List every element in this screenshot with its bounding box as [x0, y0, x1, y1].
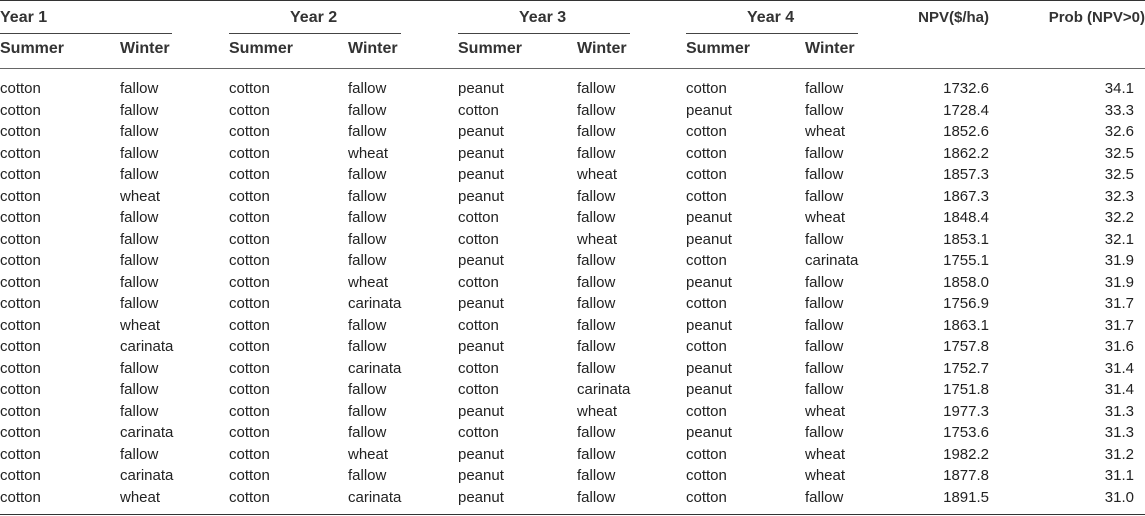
- cell-npv: 1858.0: [943, 273, 989, 291]
- cell-y4-summer: peanut: [686, 209, 732, 226]
- cell-npv: 1755.1: [943, 252, 989, 269]
- cell-y4-summer: peanut: [686, 230, 732, 248]
- cell-y1-winter: fallow: [120, 295, 159, 312]
- cell-prob: 31.7: [1104, 295, 1134, 312]
- cell-y2-winter: carinata: [348, 488, 402, 506]
- cell-npv: 1877.8: [943, 467, 989, 484]
- cell-prob: 31.6: [1104, 338, 1134, 355]
- cell-prob: 32.3: [1104, 187, 1134, 205]
- year-1-header: Year 1: [0, 9, 48, 26]
- cell-npv: 1891.5: [943, 488, 989, 506]
- table-row: [0, 358, 1145, 380]
- cell-y2-summer: cotton: [229, 445, 270, 463]
- cell-y1-winter: wheat: [120, 316, 161, 334]
- cell-y1-winter: fallow: [120, 209, 159, 226]
- year-1-rule: [0, 33, 172, 34]
- npv-header: NPV($/ha): [918, 9, 989, 26]
- cell-y4-winter: wheat: [805, 467, 846, 484]
- table-row: [0, 293, 1145, 315]
- cell-y4-winter: wheat: [805, 445, 846, 463]
- cell-y4-summer: cotton: [686, 295, 727, 312]
- table-row: [0, 78, 1145, 100]
- cell-y1-winter: fallow: [120, 445, 159, 463]
- cell-prob: 32.2: [1104, 209, 1134, 226]
- cell-npv: 1848.4: [943, 209, 989, 226]
- cell-y3-summer: peanut: [458, 467, 504, 484]
- cell-y1-summer: cotton: [0, 467, 41, 484]
- cell-y3-summer: cotton: [458, 424, 499, 441]
- year-3-header: Year 3: [519, 9, 567, 26]
- table-row: [0, 164, 1145, 186]
- cell-y4-winter: fallow: [805, 381, 844, 398]
- cell-y3-summer: peanut: [458, 295, 504, 312]
- cell-y1-winter: fallow: [120, 166, 159, 183]
- cell-y2-summer: cotton: [229, 316, 270, 334]
- cell-y3-winter: fallow: [577, 467, 616, 484]
- cell-y3-summer: cotton: [458, 359, 499, 377]
- cell-y3-winter: fallow: [577, 316, 616, 334]
- year-2-rule: [229, 33, 401, 34]
- cell-y1-summer: cotton: [0, 123, 41, 140]
- cell-npv: 1751.8: [943, 381, 989, 398]
- header-bottom-rule: [0, 68, 1145, 69]
- cell-y3-summer: cotton: [458, 316, 499, 334]
- cell-prob: 31.0: [1104, 488, 1134, 506]
- cell-prob: 31.9: [1104, 273, 1134, 291]
- cell-y4-summer: cotton: [686, 80, 727, 97]
- cell-y1-summer: cotton: [0, 488, 41, 506]
- year-4-winter-header: Winter: [805, 40, 855, 57]
- cell-y4-summer: cotton: [686, 338, 727, 355]
- table-row: [0, 444, 1145, 466]
- cell-y3-summer: cotton: [458, 209, 499, 226]
- table-row: [0, 272, 1145, 294]
- cell-y1-winter: fallow: [120, 80, 159, 97]
- cell-y2-winter: fallow: [348, 402, 387, 420]
- cell-y3-summer: peanut: [458, 488, 504, 506]
- cell-y1-summer: cotton: [0, 101, 41, 119]
- cell-npv: 1982.2: [943, 445, 989, 463]
- year-3-rule: [458, 33, 630, 34]
- cell-y1-summer: cotton: [0, 230, 41, 248]
- cell-y1-winter: wheat: [120, 488, 161, 506]
- cell-y1-summer: cotton: [0, 316, 41, 334]
- cell-y3-summer: peanut: [458, 123, 504, 140]
- cell-prob: 32.5: [1104, 166, 1134, 183]
- cell-y2-summer: cotton: [229, 80, 270, 97]
- cell-y4-winter: fallow: [805, 187, 844, 205]
- cell-npv: 1732.6: [943, 80, 989, 97]
- table-row: [0, 422, 1145, 444]
- cell-y3-winter: fallow: [577, 424, 616, 441]
- table-row: [0, 143, 1145, 165]
- cell-npv: 1853.1: [943, 230, 989, 248]
- cell-y4-summer: cotton: [686, 144, 727, 162]
- cell-y4-winter: fallow: [805, 488, 844, 506]
- cell-y1-summer: cotton: [0, 187, 41, 205]
- cell-npv: 1753.6: [943, 424, 989, 441]
- cell-y3-summer: peanut: [458, 166, 504, 183]
- cell-npv: 1757.8: [943, 338, 989, 355]
- cell-y3-winter: fallow: [577, 123, 616, 140]
- cell-y1-winter: fallow: [120, 230, 159, 248]
- cell-y2-summer: cotton: [229, 101, 270, 119]
- year-2-winter-header: Winter: [348, 40, 398, 57]
- cell-y3-summer: cotton: [458, 273, 499, 291]
- table-row: [0, 336, 1145, 358]
- cell-y4-winter: fallow: [805, 359, 844, 377]
- cell-npv: 1756.9: [943, 295, 989, 312]
- cell-y4-summer: peanut: [686, 424, 732, 441]
- cell-npv: 1728.4: [943, 101, 989, 119]
- cell-y1-summer: cotton: [0, 252, 41, 269]
- cell-y2-summer: cotton: [229, 424, 270, 441]
- cell-y2-summer: cotton: [229, 209, 270, 226]
- cell-npv: 1867.3: [943, 187, 989, 205]
- cell-y1-summer: cotton: [0, 295, 41, 312]
- cell-y3-winter: wheat: [577, 166, 618, 183]
- cell-y4-winter: fallow: [805, 338, 844, 355]
- cell-y3-winter: fallow: [577, 187, 616, 205]
- cell-y1-winter: fallow: [120, 381, 159, 398]
- table-row: [0, 379, 1145, 401]
- year-1-summer-header: Summer: [0, 40, 65, 57]
- cell-y3-winter: wheat: [577, 230, 618, 248]
- cell-prob: 31.7: [1104, 316, 1134, 334]
- cell-y2-summer: cotton: [229, 381, 270, 398]
- cell-prob: 31.3: [1104, 424, 1134, 441]
- cell-y2-winter: fallow: [348, 252, 387, 269]
- cell-prob: 34.1: [1104, 80, 1134, 97]
- cell-y2-winter: fallow: [348, 187, 387, 205]
- cell-y4-summer: peanut: [686, 273, 732, 291]
- cell-npv: 1862.2: [943, 144, 989, 162]
- cell-y2-summer: cotton: [229, 230, 270, 248]
- table-row: [0, 100, 1145, 122]
- cell-y4-winter: fallow: [805, 101, 844, 119]
- cell-y1-summer: cotton: [0, 402, 41, 420]
- cell-y4-summer: peanut: [686, 359, 732, 377]
- cell-y4-winter: wheat: [805, 402, 846, 420]
- cell-y3-winter: fallow: [577, 445, 616, 463]
- cell-y1-summer: cotton: [0, 424, 41, 441]
- table-row: [0, 465, 1145, 487]
- cell-y4-summer: peanut: [686, 381, 732, 398]
- cell-y2-summer: cotton: [229, 295, 270, 312]
- cell-y2-summer: cotton: [229, 338, 270, 355]
- cell-y1-winter: fallow: [120, 123, 159, 140]
- cell-y1-winter: carinata: [120, 338, 174, 355]
- cell-y2-summer: cotton: [229, 488, 270, 506]
- cell-y2-winter: carinata: [348, 295, 402, 312]
- cell-y4-winter: fallow: [805, 166, 844, 183]
- cell-y1-summer: cotton: [0, 359, 41, 377]
- cell-y3-summer: peanut: [458, 338, 504, 355]
- cell-y4-winter: fallow: [805, 316, 844, 334]
- cell-y3-winter: wheat: [577, 402, 618, 420]
- cell-y1-winter: fallow: [120, 252, 159, 269]
- cell-y2-summer: cotton: [229, 187, 270, 205]
- cell-y2-summer: cotton: [229, 402, 270, 420]
- cell-prob: 31.3: [1104, 402, 1134, 420]
- cell-y2-winter: fallow: [348, 209, 387, 226]
- cell-y4-summer: cotton: [686, 488, 727, 506]
- cell-y2-winter: fallow: [348, 80, 387, 97]
- year-3-winter-header: Winter: [577, 40, 627, 57]
- cell-y2-winter: carinata: [348, 359, 402, 377]
- cell-y1-summer: cotton: [0, 80, 41, 97]
- cell-y4-winter: carinata: [805, 252, 859, 269]
- cell-y3-summer: peanut: [458, 187, 504, 205]
- cell-y2-winter: wheat: [348, 273, 389, 291]
- cell-y3-winter: fallow: [577, 144, 616, 162]
- cell-y3-summer: cotton: [458, 230, 499, 248]
- cell-y3-summer: peanut: [458, 144, 504, 162]
- year-2-header: Year 2: [290, 9, 338, 26]
- cell-y4-summer: cotton: [686, 402, 727, 420]
- cell-y3-winter: fallow: [577, 338, 616, 355]
- cell-y4-summer: cotton: [686, 252, 727, 269]
- cell-y1-winter: fallow: [120, 144, 159, 162]
- cell-y1-summer: cotton: [0, 445, 41, 463]
- cell-prob: 32.5: [1104, 144, 1134, 162]
- cell-npv: 1977.3: [943, 402, 989, 420]
- cell-y4-winter: fallow: [805, 230, 844, 248]
- cell-y1-summer: cotton: [0, 273, 41, 291]
- cell-npv: 1857.3: [943, 166, 989, 183]
- cell-prob: 31.4: [1104, 381, 1134, 398]
- cell-y2-summer: cotton: [229, 144, 270, 162]
- cell-y1-winter: fallow: [120, 273, 159, 291]
- cell-y2-winter: wheat: [348, 445, 389, 463]
- cell-y4-winter: fallow: [805, 144, 844, 162]
- cell-y3-winter: fallow: [577, 252, 616, 269]
- cell-y2-summer: cotton: [229, 123, 270, 140]
- cell-npv: 1752.7: [943, 359, 989, 377]
- table-row: [0, 401, 1145, 423]
- table-row: [0, 315, 1145, 337]
- cell-y3-summer: cotton: [458, 101, 499, 119]
- cell-y2-winter: fallow: [348, 101, 387, 119]
- cell-y1-winter: carinata: [120, 467, 174, 484]
- cell-y2-winter: fallow: [348, 338, 387, 355]
- cell-prob: 33.3: [1104, 101, 1134, 119]
- cell-y1-summer: cotton: [0, 209, 41, 226]
- table-top-rule: [0, 0, 1145, 1]
- cell-y3-summer: peanut: [458, 80, 504, 97]
- cell-prob: 31.9: [1104, 252, 1134, 269]
- table-body: [0, 78, 1145, 508]
- cell-y2-summer: cotton: [229, 467, 270, 484]
- table-row: [0, 121, 1145, 143]
- cell-y3-summer: peanut: [458, 402, 504, 420]
- cell-y4-summer: cotton: [686, 467, 727, 484]
- cell-y2-summer: cotton: [229, 359, 270, 377]
- cell-y3-winter: fallow: [577, 80, 616, 97]
- cell-y4-summer: cotton: [686, 166, 727, 183]
- cell-y3-winter: fallow: [577, 295, 616, 312]
- cell-y4-winter: fallow: [805, 424, 844, 441]
- table-row: [0, 229, 1145, 251]
- cell-y1-winter: fallow: [120, 359, 159, 377]
- cell-y3-winter: fallow: [577, 273, 616, 291]
- cell-y4-summer: cotton: [686, 123, 727, 140]
- cell-y4-winter: wheat: [805, 123, 846, 140]
- cell-y2-winter: fallow: [348, 166, 387, 183]
- prob-header: Prob (NPV>0): [1048, 9, 1145, 26]
- cell-y4-winter: wheat: [805, 209, 846, 226]
- cell-y3-winter: fallow: [577, 209, 616, 226]
- cell-y4-winter: fallow: [805, 273, 844, 291]
- cell-y4-summer: cotton: [686, 187, 727, 205]
- cell-y3-winter: fallow: [577, 101, 616, 119]
- cell-npv: 1852.6: [943, 123, 989, 140]
- cell-y1-summer: cotton: [0, 166, 41, 183]
- year-4-rule: [686, 33, 858, 34]
- cell-y3-summer: peanut: [458, 445, 504, 463]
- cell-y2-winter: fallow: [348, 467, 387, 484]
- table-row: [0, 250, 1145, 272]
- cell-y4-winter: fallow: [805, 80, 844, 97]
- year-1-winter-header: Winter: [120, 40, 170, 57]
- cell-y1-winter: fallow: [120, 101, 159, 119]
- cell-y4-winter: fallow: [805, 295, 844, 312]
- cell-y1-summer: cotton: [0, 338, 41, 355]
- cell-y2-summer: cotton: [229, 252, 270, 269]
- table-bottom-rule: [0, 514, 1145, 515]
- cell-y3-summer: cotton: [458, 381, 499, 398]
- cell-y1-winter: wheat: [120, 187, 161, 205]
- cell-y2-summer: cotton: [229, 166, 270, 183]
- cell-y1-winter: carinata: [120, 424, 174, 441]
- year-4-header: Year 4: [747, 9, 795, 26]
- table-row: [0, 207, 1145, 229]
- cell-y1-summer: cotton: [0, 381, 41, 398]
- cell-y2-summer: cotton: [229, 273, 270, 291]
- cell-y2-winter: fallow: [348, 123, 387, 140]
- table-row: [0, 186, 1145, 208]
- cell-y4-summer: peanut: [686, 316, 732, 334]
- cell-y2-winter: wheat: [348, 144, 389, 162]
- year-2-summer-header: Summer: [229, 40, 294, 57]
- table-row: [0, 487, 1145, 509]
- cell-npv: 1863.1: [943, 316, 989, 334]
- cell-y3-winter: carinata: [577, 381, 631, 398]
- cell-prob: 32.6: [1104, 123, 1134, 140]
- cell-y1-winter: fallow: [120, 402, 159, 420]
- cell-prob: 31.4: [1104, 359, 1134, 377]
- cell-y3-winter: fallow: [577, 359, 616, 377]
- cell-prob: 31.2: [1104, 445, 1134, 463]
- cell-y3-summer: peanut: [458, 252, 504, 269]
- cell-prob: 32.1: [1104, 230, 1134, 248]
- cell-y4-summer: cotton: [686, 445, 727, 463]
- cell-y4-summer: peanut: [686, 101, 732, 119]
- cell-y2-winter: fallow: [348, 381, 387, 398]
- year-3-summer-header: Summer: [458, 40, 523, 57]
- cell-y3-winter: fallow: [577, 488, 616, 506]
- cell-y2-winter: fallow: [348, 424, 387, 441]
- cell-y2-winter: fallow: [348, 230, 387, 248]
- cell-prob: 31.1: [1104, 467, 1134, 484]
- cell-y1-summer: cotton: [0, 144, 41, 162]
- cell-y2-winter: fallow: [348, 316, 387, 334]
- year-4-summer-header: Summer: [686, 40, 751, 57]
